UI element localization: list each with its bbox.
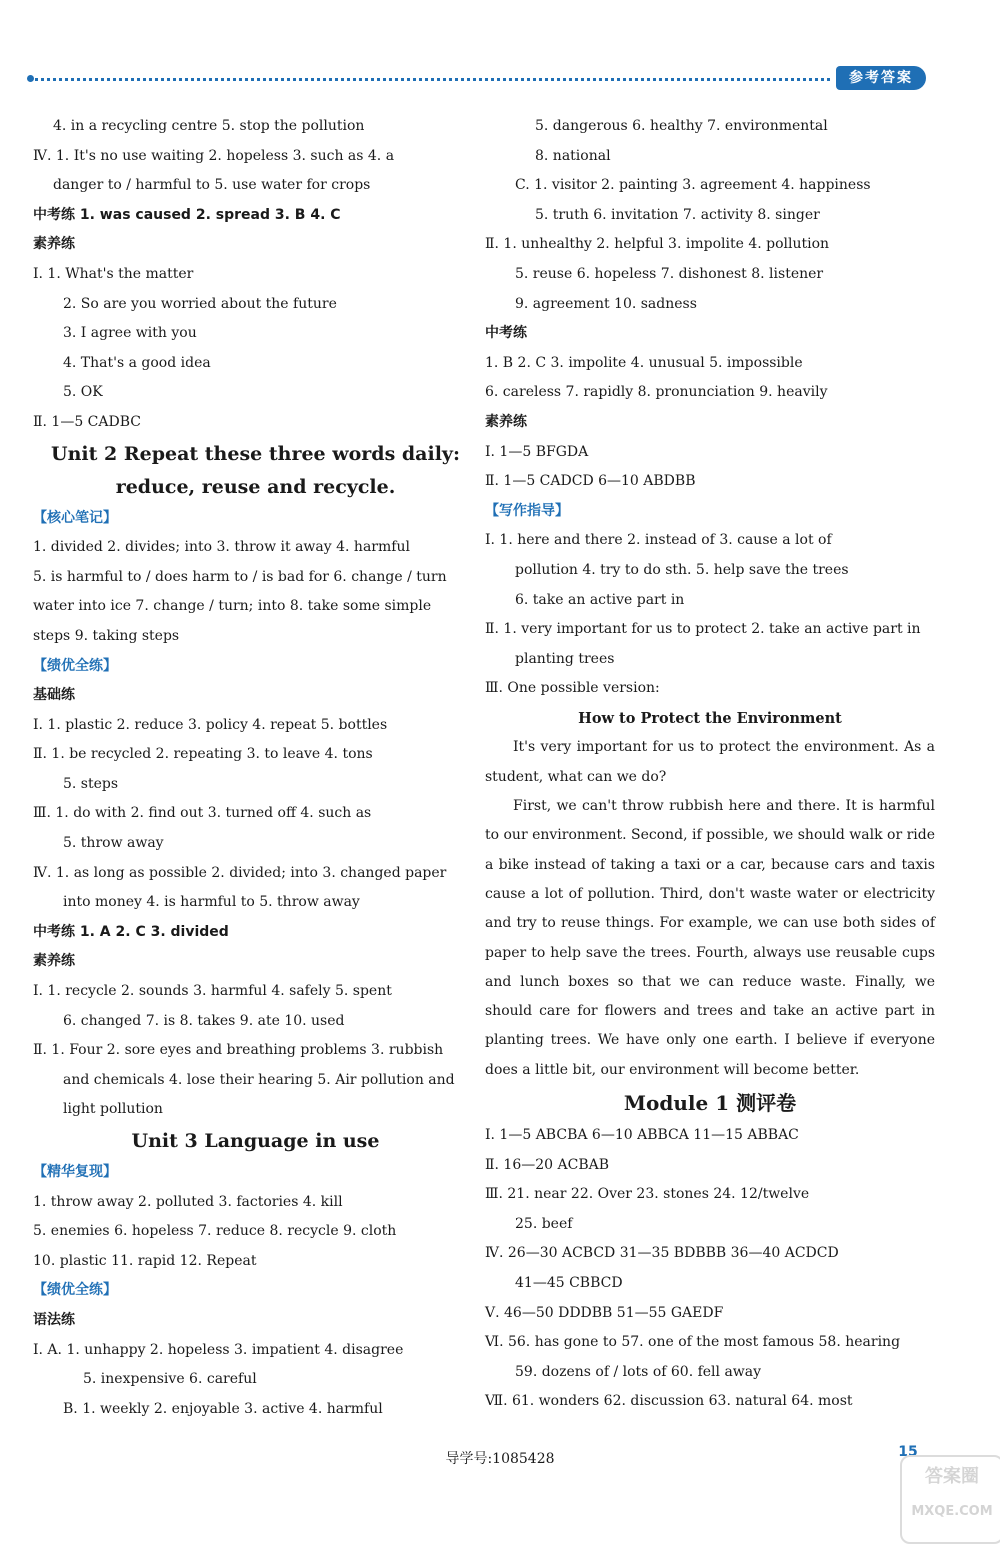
answer-line: B. 1. weekly 2. enjoyable 3. active 4. harmful (63, 1400, 383, 1417)
section-bracket-heading: 【写作指导】 (485, 502, 569, 519)
essay-title: How to Protect the Environment (578, 709, 842, 727)
answer-line: 41—45 CBBCD (515, 1275, 623, 1291)
answer-line: Ⅴ. 46—50 DDDBB 51—55 GAEDF (485, 1304, 724, 1321)
left-column (33, 112, 478, 1424)
page-number: 15 (898, 1444, 918, 1460)
answer-line: C. 1. visitor 2. painting 3. agreement 4. happiness (515, 177, 871, 194)
answer-line: and chemicals 4. lose their hearing 5. Air pollution and (63, 1071, 455, 1088)
answer-line: Ⅰ. 1. What's the matter (33, 265, 194, 282)
answer-line: Ⅱ. 1. very important for us to protect 2. take an active part in (485, 621, 921, 638)
answer-line: 10. plastic 11. rapid 12. Repeat (33, 1252, 257, 1269)
answer-line: Ⅱ. 16—20 ACBAB (485, 1156, 610, 1173)
answer-line: Ⅱ. 1—5 CADCD 6—10 ABDBB (485, 473, 696, 490)
watermark-text: 答案圈 (925, 1466, 979, 1487)
answer-line: 6. careless 7. rapidly 8. pronunciation 9. heavily (485, 384, 828, 401)
answer-line: Ⅰ. 1. here and there 2. instead of 3. cause a lot of (485, 532, 832, 549)
answer-line: Ⅱ. 1. be recycled 2. repeating 3. to leave 4. tons (33, 746, 373, 763)
answer-line: Ⅲ. One possible version: (485, 680, 660, 697)
answer-line: 6. changed 7. is 8. takes 9. ate 10. used (63, 1012, 345, 1029)
answer-line: 5. throw away (63, 835, 164, 852)
answer-line: Ⅰ. 1—5 ABCBA 6—10 ABBCA 11—15 ABBAC (485, 1127, 799, 1144)
answer-line: danger to / harmful to 5. use water for crops (53, 177, 371, 194)
header-divider (30, 78, 830, 81)
module-title: Module 1 测评卷 (623, 1091, 797, 1116)
answer-line: 9. agreement 10. sadness (515, 295, 697, 312)
answer-line: 25. beef (515, 1215, 573, 1232)
answer-line: 4. in a recycling centre 5. stop the pollution (53, 118, 365, 134)
answer-line: planting trees (515, 650, 615, 667)
section-heading: 中考练 (485, 325, 527, 342)
answer-line: 8. national (535, 147, 611, 164)
answer-line: water into ice 7. change / turn; into 8. take some simple (33, 598, 432, 615)
essay-paragraph: First, we can't throw rubbish here and there. It is harmful to our environment. Second, if possible, we should walk or ride a bike instead of taking a taxi or a car, because cars and taxis cause a lot of pollution. Third, don't waste water or electricity and try to reuse things. For example, we can use both sides of paper to help save the trees. Fourth, always use reusable cups and lunch boxes so that we can reduce waste. Finally, we should care for flowers and trees and take an active part in planting trees. We have only one earth. I believe if everyone does a little bit, our environment will become better. (485, 798, 936, 1078)
unit-title: Unit 3 Language in use (131, 1130, 380, 1152)
answer-line: 6. take an active part in (515, 591, 685, 608)
answer-line: Ⅰ. 1—5 BFGDA (485, 443, 589, 460)
section-bracket-heading: 【绩优全练】 (33, 1282, 117, 1299)
answer-key-badge: 参考答案 (836, 66, 926, 90)
answer-line: light pollution (63, 1101, 163, 1118)
answer-line: Ⅳ. 1. It's no use waiting 2. hopeless 3. such as 4. a (33, 147, 395, 164)
answer-line: 2. So are you worried about the future (63, 295, 337, 312)
answer-line: Ⅰ. 1. plastic 2. reduce 3. policy 4. repeat 5. bottles (33, 716, 388, 733)
section-heading: 素养练 (33, 236, 75, 253)
section-bracket-heading: 【绩优全练】 (33, 657, 117, 674)
section-heading: 素养练 (485, 413, 527, 430)
right-answer-lines (485, 112, 935, 704)
answer-line: Ⅲ. 21. near 22. Over 23. stones 24. 12/twelve (485, 1186, 810, 1203)
answer-line: 5. steps (63, 775, 119, 792)
answer-line: pollution 4. try to do sth. 5. help save the trees (515, 561, 849, 578)
watermark-site: MXQE.COM (911, 1504, 993, 1519)
answer-line: Ⅲ. 1. do with 2. find out 3. turned off 4. such as (33, 805, 372, 822)
answer-line: 59. dozens of / lots of 60. fell away (515, 1363, 762, 1380)
answer-line: 5. reuse 6. hopeless 7. dishonest 8. listener (515, 265, 824, 282)
answer-line: 4. That's a good idea (63, 354, 211, 371)
answer-line: Ⅵ. 56. has gone to 57. one of the most famous 58. hearing (485, 1334, 901, 1351)
unit-title: Unit 2 Repeat these three words daily: (51, 442, 460, 465)
answer-line: steps 9. taking steps (33, 627, 180, 644)
answer-line: 5. OK (63, 384, 103, 401)
section-heading: 中考练 1. A 2. C 3. divided (33, 923, 229, 940)
answer-line: Ⅳ. 1. as long as possible 2. divided; into 3. changed paper (33, 864, 447, 881)
module-answer-lines (485, 1121, 935, 1417)
answer-line: 1. divided 2. divides; into 3. throw it away 4. harmful (33, 539, 410, 556)
answer-line: Ⅱ. 1—5 CADBC (33, 413, 141, 430)
answer-line: Ⅱ. 1. unhealthy 2. helpful 3. impolite 4. pollution (485, 236, 830, 253)
section-bracket-heading: 【核心笔记】 (33, 509, 117, 526)
guide-number: 导学号:1085428 (445, 1451, 555, 1467)
answer-line: 5. enemies 6. hopeless 7. reduce 8. recycle 9. cloth (33, 1223, 397, 1240)
watermark-logo (900, 1455, 1000, 1544)
section-heading: 语法练 (33, 1311, 75, 1328)
answer-line: 5. dangerous 6. healthy 7. environmental (535, 118, 828, 134)
essay-paragraph: It's very important for us to protect the environment. As a student, what can we do? (485, 739, 935, 785)
answer-line: Ⅰ. A. 1. unhappy 2. hopeless 3. impatient 4. disagree (33, 1341, 404, 1358)
section-bracket-heading: 【精华复现】 (33, 1164, 117, 1180)
answer-line: Ⅱ. 1. Four 2. sore eyes and breathing problems 3. rubbish (33, 1042, 444, 1059)
answer-line: 1. B 2. C 3. impolite 4. unusual 5. impossible (485, 354, 803, 371)
section-heading: 中考练 1. was caused 2. spread 3. B 4. C (33, 206, 341, 223)
unit-title: reduce, reuse and recycle. (115, 475, 396, 498)
answer-line: 5. is harmful to / does harm to / is bad for 6. change / turn (33, 568, 447, 585)
answer-line: 3. I agree with you (63, 325, 197, 342)
answer-line: Ⅶ. 61. wonders 62. discussion 63. natural 64. most (485, 1393, 853, 1410)
answer-line: 5. truth 6. invitation 7. activity 8. singer (535, 206, 820, 223)
answer-line: 5. inexpensive 6. careful (83, 1371, 257, 1388)
answer-line: Ⅰ. 1. recycle 2. sounds 3. harmful 4. safely 5. spent (33, 983, 392, 1000)
answer-line: Ⅳ. 26—30 ACBCD 31—35 BDBBB 36—40 ACDCD (485, 1245, 839, 1262)
answer-line: into money 4. is harmful to 5. throw away (63, 894, 360, 911)
answer-line: 1. throw away 2. polluted 3. factories 4. kill (33, 1193, 343, 1210)
right-column (485, 112, 935, 1417)
section-heading: 素养练 (33, 953, 75, 970)
section-heading: 基础练 (33, 687, 75, 704)
